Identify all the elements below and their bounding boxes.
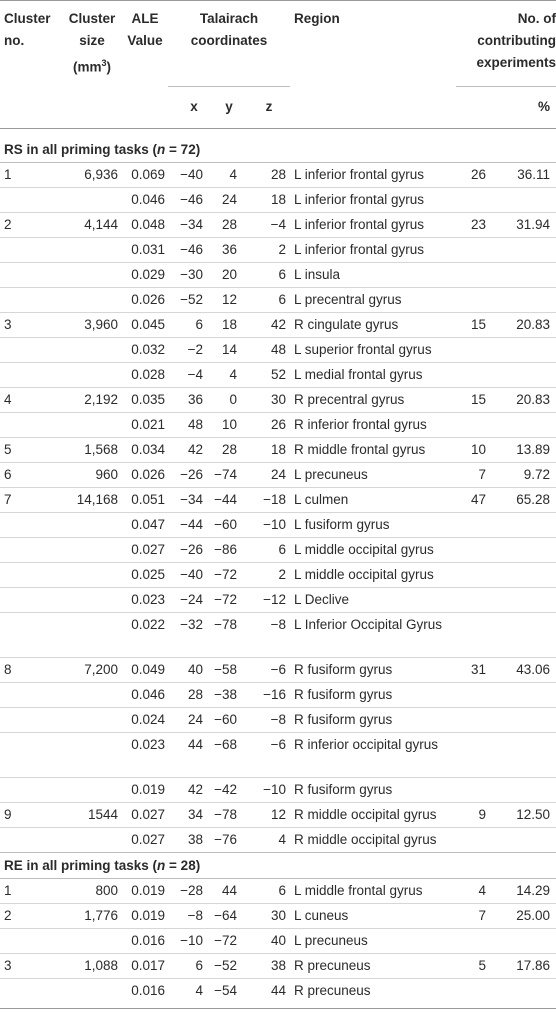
cell-region: L insula	[294, 267, 341, 282]
header-cluster-size: Cluster size $(mm^3)$	[68, 11, 116, 75]
header-y: y	[225, 99, 233, 114]
cell-size: 7,200	[84, 662, 118, 677]
cell-size: 3,960	[84, 317, 118, 332]
row-rule	[0, 978, 556, 979]
section-title-rs: RS in all priming tasks (n = 72)	[4, 142, 201, 157]
cell-x: 6	[195, 317, 203, 332]
cell-y: −58	[214, 662, 237, 677]
cell-y: −54	[214, 983, 237, 998]
cell-x: −30	[180, 267, 203, 282]
header-percent: %	[537, 99, 550, 114]
cell-z: 2	[278, 242, 286, 257]
row-rule	[0, 462, 556, 463]
cell-size: 960	[95, 467, 118, 482]
cell-x: −28	[180, 883, 203, 898]
cell-z: 40	[270, 933, 286, 948]
cell-x: −26	[180, 542, 203, 557]
row-rule	[0, 337, 556, 338]
cell-ale: 0.028	[131, 367, 165, 382]
cell-y: −42	[214, 782, 237, 797]
cell-y: −86	[214, 542, 237, 557]
cell-z: 48	[270, 342, 286, 357]
cell-z: −12	[263, 592, 286, 607]
cell-x: 42	[187, 442, 203, 457]
cell-z: 30	[270, 908, 286, 923]
cell-z: 6	[278, 542, 286, 557]
cell-z: −4	[270, 217, 286, 232]
cell-y: −76	[214, 832, 237, 847]
cell-x: −24	[180, 592, 203, 607]
cell-x: 40	[187, 662, 203, 677]
cell-x: −46	[180, 192, 203, 207]
cell-z: 18	[270, 442, 286, 457]
row-rule	[0, 612, 556, 613]
cell-ale: 0.029	[131, 267, 165, 282]
cell-x: −40	[180, 567, 203, 582]
header-region: Region	[294, 11, 340, 26]
cell-region: L precuneus	[294, 467, 368, 482]
cell-z: 28	[270, 167, 286, 182]
cell-z: −6	[270, 737, 286, 752]
cell-y: 44	[221, 883, 237, 898]
cell-y: 20	[221, 267, 237, 282]
cell-x: −40	[180, 167, 203, 182]
cell-y: 24	[221, 192, 237, 207]
cell-x: 48	[187, 417, 203, 432]
cell-x: −10	[180, 933, 203, 948]
cell-size: 6,936	[84, 167, 118, 182]
row-rule	[0, 827, 556, 828]
cell-region: L Declive	[294, 592, 350, 607]
header-talairach: Talairach coordinates	[190, 11, 268, 48]
cell-y: −78	[214, 807, 237, 822]
cell-y: 28	[221, 217, 237, 232]
cell-x: 36	[187, 392, 203, 407]
cell-z: −10	[263, 517, 286, 532]
cell-x: −44	[180, 517, 203, 532]
cell-y: 4	[229, 367, 237, 382]
cell-no: 4	[4, 392, 12, 407]
cell-n: 23	[470, 217, 486, 232]
cell-y: −44	[214, 492, 237, 507]
section-rule-re	[0, 878, 556, 879]
cell-ale: 0.026	[131, 467, 165, 482]
cell-y: 28	[221, 442, 237, 457]
cell-y: −60	[214, 712, 237, 727]
cell-n: 7	[478, 467, 486, 482]
cell-pct: 31.94	[516, 217, 550, 232]
cell-n: 10	[470, 442, 486, 457]
cell-y: −72	[214, 567, 237, 582]
cell-n: 15	[470, 392, 486, 407]
row-rule	[0, 537, 556, 538]
cell-no: 2	[4, 908, 12, 923]
cell-ale: 0.024	[131, 712, 165, 727]
cell-region: L middle frontal gyrus	[294, 883, 423, 898]
cell-pct: 17.86	[516, 958, 550, 973]
cell-no: 5	[4, 442, 12, 457]
cell-z: −8	[270, 712, 286, 727]
cell-y: −52	[214, 958, 237, 973]
row-rule	[0, 562, 556, 563]
cell-y: −64	[214, 908, 237, 923]
cell-size: 4,144	[84, 217, 118, 232]
cell-pct: 20.83	[516, 317, 550, 332]
cell-region: L cuneus	[294, 908, 349, 923]
cell-z: 12	[270, 807, 286, 822]
section-rule-re-top	[0, 852, 556, 853]
cell-y: −72	[214, 933, 237, 948]
cell-region: L Inferior Occipital Gyrus	[294, 617, 443, 632]
cell-x: −34	[180, 217, 203, 232]
cell-x: −2	[187, 342, 203, 357]
cell-no: 9	[4, 807, 12, 822]
cell-ale: 0.027	[131, 542, 165, 557]
cell-z: 44	[270, 983, 286, 998]
cell-ale: 0.017	[131, 958, 165, 973]
cell-region: L precentral gyrus	[294, 292, 402, 307]
header-bottom-rule	[0, 128, 556, 129]
cell-y: 14	[221, 342, 237, 357]
cell-z: 18	[270, 192, 286, 207]
cell-size: 1,088	[84, 958, 118, 973]
cell-region: R fusiform gyrus	[294, 712, 393, 727]
cell-pct: 13.89	[516, 442, 550, 457]
cell-no: 1	[4, 883, 12, 898]
cell-n: 15	[470, 317, 486, 332]
cell-ale: 0.023	[131, 737, 165, 752]
cell-y: 18	[221, 317, 237, 332]
cell-n: 4	[478, 883, 486, 898]
cell-ale: 0.035	[131, 392, 165, 407]
cell-y: −78	[214, 617, 237, 632]
cell-region: L inferior frontal gyrus	[294, 192, 425, 207]
cell-size: 1,776	[84, 908, 118, 923]
row-rule	[0, 437, 556, 438]
row-rule	[0, 802, 556, 803]
row-rule	[0, 237, 556, 238]
cell-ale: 0.027	[131, 807, 165, 822]
cell-ale: 0.021	[131, 417, 165, 432]
row-rule	[0, 953, 556, 954]
cell-ale: 0.031	[131, 242, 165, 257]
cell-pct: 36.11	[517, 167, 550, 182]
row-rule	[0, 682, 556, 683]
cell-pct: 65.28	[516, 492, 550, 507]
cell-z: −16	[263, 687, 286, 702]
cell-x: −8	[187, 908, 203, 923]
cell-z: 30	[270, 392, 286, 407]
row-rule	[0, 187, 556, 188]
cell-region: R inferior frontal gyrus	[294, 417, 427, 432]
cell-region: L superior frontal gyrus	[294, 342, 432, 357]
cell-region: L inferior frontal gyrus	[294, 167, 425, 182]
cell-n: 26	[470, 167, 486, 182]
row-rule	[0, 487, 556, 488]
row-rule	[0, 362, 556, 363]
cell-y: −72	[214, 592, 237, 607]
cell-ale: 0.069	[131, 167, 165, 182]
cell-x: 28	[187, 687, 203, 702]
cell-y: −68	[214, 737, 237, 752]
talairach-subrule	[168, 86, 290, 87]
cell-z: 52	[270, 367, 286, 382]
cell-pct: 25.00	[516, 908, 550, 923]
row-rule	[0, 928, 556, 929]
cell-no: 8	[4, 662, 12, 677]
cell-z: −8	[270, 617, 286, 632]
cell-ale: 0.045	[131, 317, 165, 332]
cell-ale: 0.016	[131, 983, 165, 998]
cell-size: 1544	[87, 807, 118, 822]
cell-n: 7	[478, 908, 486, 923]
cell-pct: 12.50	[516, 807, 550, 822]
cell-z: 4	[278, 832, 286, 847]
cell-ale: 0.019	[131, 782, 165, 797]
cell-no: 2	[4, 217, 12, 232]
cell-pct: 14.29	[516, 883, 550, 898]
cell-region: R precuneus	[294, 983, 371, 998]
cell-ale: 0.032	[131, 342, 165, 357]
cell-ale: 0.046	[131, 192, 165, 207]
cell-ale: 0.051	[131, 492, 165, 507]
cell-y: 4	[229, 167, 237, 182]
cell-region: R fusiform gyrus	[294, 687, 393, 702]
cell-z: −10	[263, 782, 286, 797]
cell-z: 24	[270, 467, 286, 482]
cell-region: R precentral gyrus	[294, 392, 405, 407]
cell-x: −32	[180, 617, 203, 632]
cell-no: 1	[4, 167, 12, 182]
cell-no: 3	[4, 317, 12, 332]
bottom-rule	[0, 1008, 556, 1009]
cell-region: L inferior frontal gyrus	[294, 217, 425, 232]
cell-region: L culmen	[294, 492, 349, 507]
section-title-re: RE in all priming tasks (n = 28)	[4, 858, 201, 873]
cell-n: 9	[478, 807, 486, 822]
row-rule	[0, 707, 556, 708]
cell-z: 6	[278, 292, 286, 307]
row-rule	[0, 387, 556, 388]
cell-x: −26	[180, 467, 203, 482]
cell-no: 6	[4, 467, 12, 482]
cell-x: −52	[180, 292, 203, 307]
cell-size: 800	[95, 883, 118, 898]
cell-region: R fusiform gyrus	[294, 662, 393, 677]
contributing-subrule	[456, 86, 556, 87]
cell-region: R middle occipital gyrus	[294, 832, 437, 847]
cell-x: −46	[180, 242, 203, 257]
cell-z: −18	[263, 492, 286, 507]
cell-region: R cingulate gyrus	[294, 317, 399, 332]
row-rule	[0, 903, 556, 904]
cell-y: 36	[221, 242, 237, 257]
cell-z: −6	[270, 662, 286, 677]
cell-z: 38	[270, 958, 286, 973]
cell-ale: 0.022	[131, 617, 165, 632]
row-rule	[0, 657, 556, 658]
cell-z: 2	[278, 567, 286, 582]
cell-y: 10	[221, 417, 237, 432]
cell-ale: 0.046	[131, 687, 165, 702]
cell-no: 7	[4, 492, 12, 507]
cell-x: 24	[187, 712, 203, 727]
cell-z: 26	[270, 417, 286, 432]
cell-ale: 0.016	[131, 933, 165, 948]
row-rule	[0, 287, 556, 288]
header-contributing: No. of contributing experiments	[476, 11, 556, 70]
cell-x: 42	[187, 782, 203, 797]
cell-y: 0	[229, 392, 237, 407]
top-rule	[0, 0, 556, 1]
cell-size: 14,168	[76, 492, 118, 507]
cell-z: 6	[278, 267, 286, 282]
cell-ale: 0.048	[131, 217, 165, 232]
cell-z: 42	[270, 317, 286, 332]
cell-ale: 0.049	[131, 662, 165, 677]
cell-region: R precuneus	[294, 958, 371, 973]
cell-no: 3	[4, 958, 12, 973]
cell-ale: 0.034	[131, 442, 165, 457]
cell-size: 2,192	[84, 392, 118, 407]
cell-n: 5	[478, 958, 486, 973]
cell-pct: 20.83	[516, 392, 550, 407]
header-z: z	[265, 99, 273, 114]
cell-y: −74	[214, 467, 237, 482]
cell-x: 4	[195, 983, 203, 998]
cell-x: 44	[187, 737, 203, 752]
cell-y: 12	[221, 292, 237, 307]
row-rule	[0, 777, 556, 778]
cell-region: L fusiform gyrus	[294, 517, 390, 532]
cell-pct: 43.06	[516, 662, 550, 677]
cell-ale: 0.026	[131, 292, 165, 307]
cell-ale: 0.019	[131, 908, 165, 923]
header-x: x	[190, 99, 198, 114]
cell-ale: 0.047	[131, 517, 165, 532]
cell-size: 1,568	[84, 442, 118, 457]
row-rule	[0, 412, 556, 413]
section-rule-rs	[0, 162, 556, 163]
row-rule	[0, 312, 556, 313]
cell-x: −4	[187, 367, 203, 382]
cell-region: R fusiform gyrus	[294, 782, 393, 797]
cell-region: R inferior occipital gyrus	[294, 737, 439, 752]
cell-x: 34	[187, 807, 203, 822]
header-ale-value: ALE Value	[127, 11, 163, 48]
cell-y: −38	[214, 687, 237, 702]
row-rule	[0, 262, 556, 263]
row-rule	[0, 212, 556, 213]
row-rule	[0, 512, 556, 513]
cell-region: L inferior frontal gyrus	[294, 242, 425, 257]
cell-ale: 0.019	[131, 883, 165, 898]
cell-ale: 0.027	[131, 832, 165, 847]
cell-ale: 0.023	[131, 592, 165, 607]
cell-n: 47	[470, 492, 486, 507]
cell-y: −60	[214, 517, 237, 532]
cell-region: L precuneus	[294, 933, 368, 948]
row-rule	[0, 732, 556, 733]
cell-region: L middle occipital gyrus	[294, 542, 434, 557]
header-cluster-no: Cluster no.	[4, 11, 51, 48]
cell-z: 6	[278, 883, 286, 898]
cell-region: R middle occipital gyrus	[294, 807, 437, 822]
row-rule	[0, 587, 556, 588]
cell-x: 6	[195, 958, 203, 973]
cell-n: 31	[470, 662, 486, 677]
cell-x: −34	[180, 492, 203, 507]
cell-ale: 0.025	[131, 567, 165, 582]
cell-x: 38	[187, 832, 203, 847]
cell-region: R middle frontal gyrus	[294, 442, 426, 457]
cell-region: L middle occipital gyrus	[294, 567, 434, 582]
cell-region: L medial frontal gyrus	[294, 367, 423, 382]
cell-pct: 9.72	[523, 467, 550, 482]
